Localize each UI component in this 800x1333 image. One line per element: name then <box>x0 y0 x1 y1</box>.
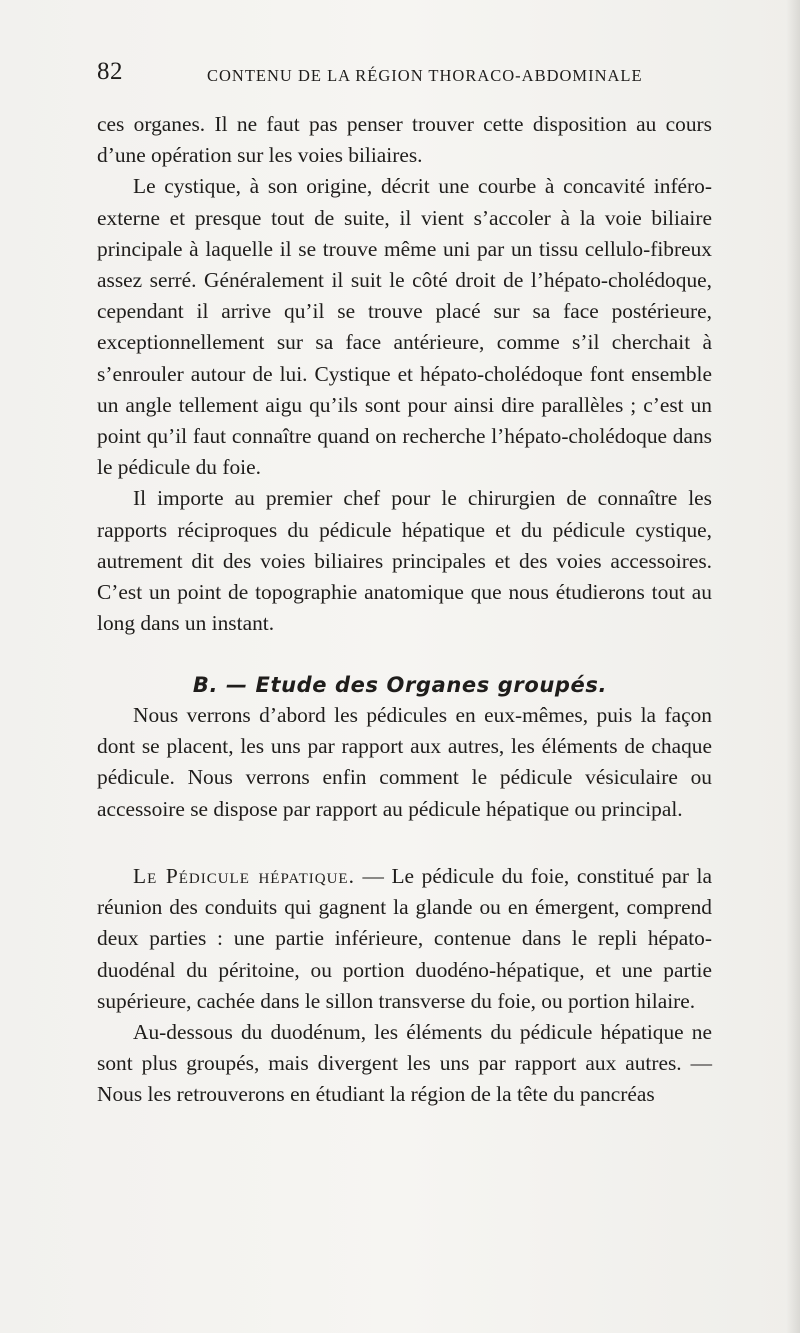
running-head: CONTENU DE LA RÉGION THORACO-ABDOMINALE <box>207 66 643 85</box>
text-block-top <box>97 109 712 639</box>
subsection-heading: Le Pédicule hépatique. <box>133 864 355 888</box>
page-header <box>97 58 717 88</box>
paragraph: Nous verrons d’abord les pédicules en eux-mêmes, puis la façon dont se placent, les uns par rapport aux autres, les éléments de chaque pédicule. Nous verrons enfin comment le pédicule vésiculaire ou accessoire se dispose par rapport au pédicule hépatique ou principal. <box>97 703 712 821</box>
paragraph: ces organes. Il ne faut pas penser trouver cette disposition au cours d’une opération sur les voies biliaires. <box>97 112 712 168</box>
text-block-intro <box>97 700 712 825</box>
subsection-paragraph <box>97 861 712 1017</box>
page-number: 82 <box>97 58 123 85</box>
subsection-text: — Le pédicule du foie, constitué par la réunion des conduits qui gagnent la glande ou en émergent, comprend deux parties : une partie inférieure, contenue dans le repli hépato-duodénal du péritoine, ou portion duodéno-hépatique, et une partie supérieure, cachée dans le sillon transverse du foie, ou portion hilaire. <box>97 864 712 1013</box>
text-block-pedicule <box>97 861 712 1111</box>
paragraph: Il importe au premier chef pour le chirurgien de connaître les rapports réciproques du pédicule hépatique et du pédicule cystique, autrement dit des voies biliaires principales et des voies accessoires. C’est un point de topographie anatomique que nous étudierons tout au long dans un instant. <box>97 486 712 636</box>
page-edge-shadow <box>786 0 800 1333</box>
paragraph: Le cystique, à son origine, décrit une courbe à concavité inféro-externe et presque tout de suite, il vient s’accoler à la voie biliaire principale à laquelle il se trouve même uni par un tissu cellulo-fibreux assez serré. Généralement il suit le côté droit de l’hépato-cholédoque, cependant il arrive qu’il se trouve placé sur sa face postérieure, exceptionnellement sur sa face antérieure, comme s’il cherchait à s’enrouler autour de lui. Cystique et hépato-cholédoque font ensemble un angle tellement aigu qu’ils sont pour ainsi dire parallèles ; c’est un point qu’il faut connaître quand on recherche l’hépato-cholédoque dans le pédicule du foie. <box>97 174 712 480</box>
paragraph: Au-dessous du duodénum, les éléments du pédicule hépatique ne sont plus groupés, mais divergent les uns par rapport aux autres. — Nous les retrouverons en étudiant la région de la tête du pancréas <box>97 1020 712 1107</box>
section-title: B. — Etude des Organes groupés. <box>192 673 608 697</box>
